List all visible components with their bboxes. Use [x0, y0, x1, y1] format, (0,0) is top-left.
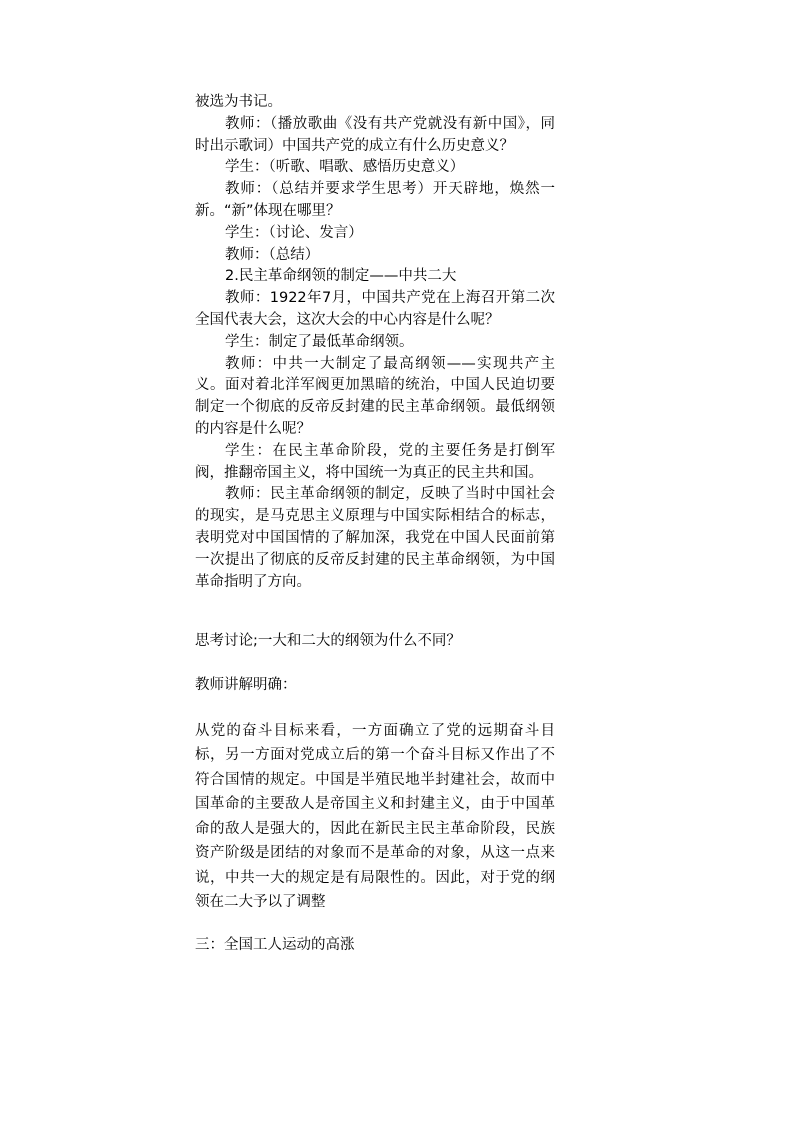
dialogue-section: [195, 92, 555, 593]
paragraph: 教师：1922年7月，中国共产党在上海召开第二次全国代表大会，这次大会的中心内容是什么呢？: [195, 290, 555, 328]
discussion-question: 思考讨论;一大和二大的纲领为什么不同？: [195, 633, 461, 650]
paragraph: 学生：制定了最低革命纲领。: [225, 333, 414, 350]
section-heading: 三：全国工人运动的高涨: [195, 936, 355, 953]
paragraph: 被选为书记。: [195, 94, 282, 110]
explain-body: 从党的奋斗目标来看，一方面确立了党的远期奋斗目标，另一方面对党成立后的第一个奋斗目标又作出了不符合国情的规定。中国是半殖民地半封建社会，故而中国革命的主要敌人是帝国主义和封建主义，由于中国革命的敌人是强大的，因此在新民主民主革命阶段，民族资产阶级是团结的对象而不是革命的对象，从这一点来说，中共一大的规定是有局限性的。因此，对于党的纲领在二大予以了调整: [195, 722, 555, 911]
paragraph: 教师：（总结）: [225, 246, 320, 263]
subsection-title: 2.民主革命纲领的制定——中共二大: [225, 268, 457, 285]
paragraph: 学生：（听歌、唱歌、感悟历史意义）: [225, 159, 465, 176]
paragraph: 学生：在民主革命阶段，党的主要任务是打倒军阀，推翻帝国主义，将中国统一为真正的民主共和国。: [195, 442, 555, 481]
paragraph: 教师：（播放歌曲《没有共产党就没有新中国》，同时出示歌词）中国共产党的成立有什么历史意义？: [195, 115, 555, 154]
paragraph: 教师：（总结并要求学生思考）开天辟地，焕然一新。“新”体现在哪里？: [195, 181, 555, 219]
paragraph: 学生：（讨论、发言）: [225, 224, 363, 241]
paragraph: 教师：民主革命纲领的制定，反映了当时中国社会的现实，是马克思主义原理与中国实际相结合的标志，表明党对中国国情的了解加深，我党在中国人民面前第一次提出了彻底的反帝反封建的民主革命纲领，为中国革命指明了方向。: [195, 486, 555, 590]
explain-heading: 教师讲解明确：: [195, 677, 297, 694]
paragraph: 教师：中共一大制定了最高纲领——实现共产主义。面对着北洋军阀更加黑暗的统治，中国人民迫切要制定一个彻底的反帝反封建的民主革命纲领。最低纲领的内容是什么呢？: [195, 355, 555, 437]
document-page: [195, 92, 555, 957]
